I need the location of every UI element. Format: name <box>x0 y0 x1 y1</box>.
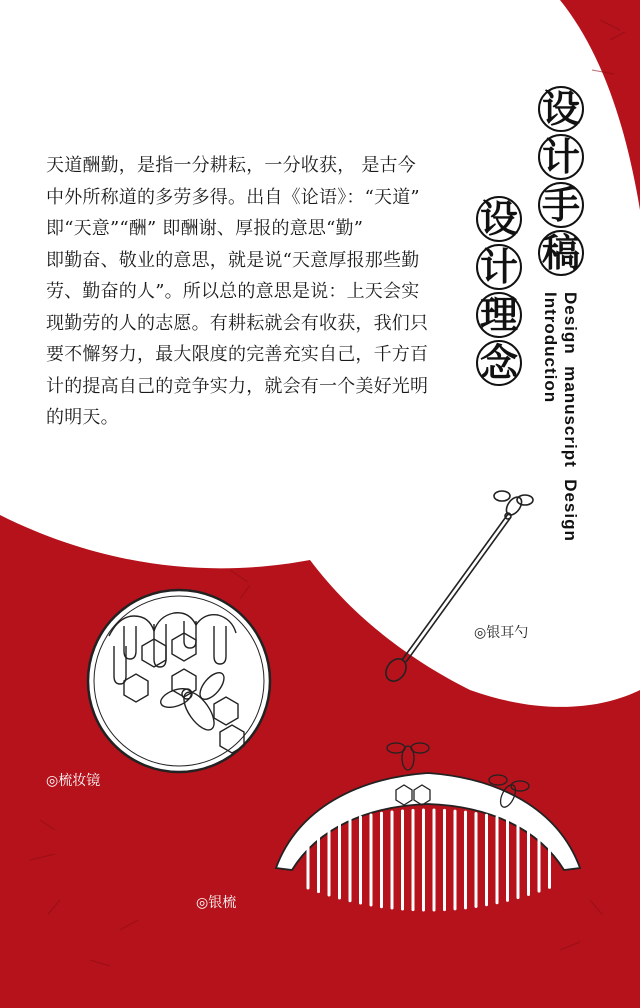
silver-comb-illustration <box>268 718 588 918</box>
title-char: 手 <box>538 182 584 228</box>
title-char: 理 <box>476 292 522 338</box>
paragraph-line: 即勤奋、敬业的意思，就是说“天意厚报那些勤 <box>46 249 420 271</box>
title-char: 计 <box>538 134 584 180</box>
title-design-manuscript <box>538 86 584 278</box>
paragraph-line: 即“天意”“酬” 即酬谢、厚报的意思“勤” <box>46 218 364 239</box>
english-title: Design manuscript Design Introduction <box>541 292 580 542</box>
caption-comb-mirror: ◎梳妆镜 <box>46 773 101 789</box>
paragraph-line: 中外所称道的多劳多得。出自《论语》：“天道” <box>46 186 420 208</box>
caption-ear-spoon: ◎银耳勺 <box>474 625 529 641</box>
title-char: 稿 <box>538 230 584 276</box>
title-char: 设 <box>538 86 584 132</box>
comb-mirror-illustration <box>84 586 274 776</box>
silver-ear-spoon-illustration <box>380 478 540 688</box>
paragraph-line: 的明天。 <box>46 407 119 428</box>
paragraph-line: 计的提高自己的竞争实力，就会有一个美好光明 <box>46 375 429 397</box>
paragraph-line: 现勤劳的人的志愿。有耕耘就会有收获，我们只 <box>46 312 429 334</box>
paragraph-line: 天道酬勤，是指一分耕耘，一分收获， 是古今 <box>46 155 416 176</box>
title-design-concept <box>476 196 522 388</box>
intro-paragraph <box>46 150 451 434</box>
title-char: 计 <box>476 244 522 290</box>
caption-silver-comb: ◎银梳 <box>196 895 237 911</box>
title-char: 念 <box>476 340 522 386</box>
paragraph-line: 劳、勤奋的人”。所以总的意思是说：上天会实 <box>46 281 420 302</box>
paragraph-line: 要不懈努力，最大限度的完善充实自己，千方百 <box>46 344 429 365</box>
title-char: 设 <box>476 196 522 242</box>
